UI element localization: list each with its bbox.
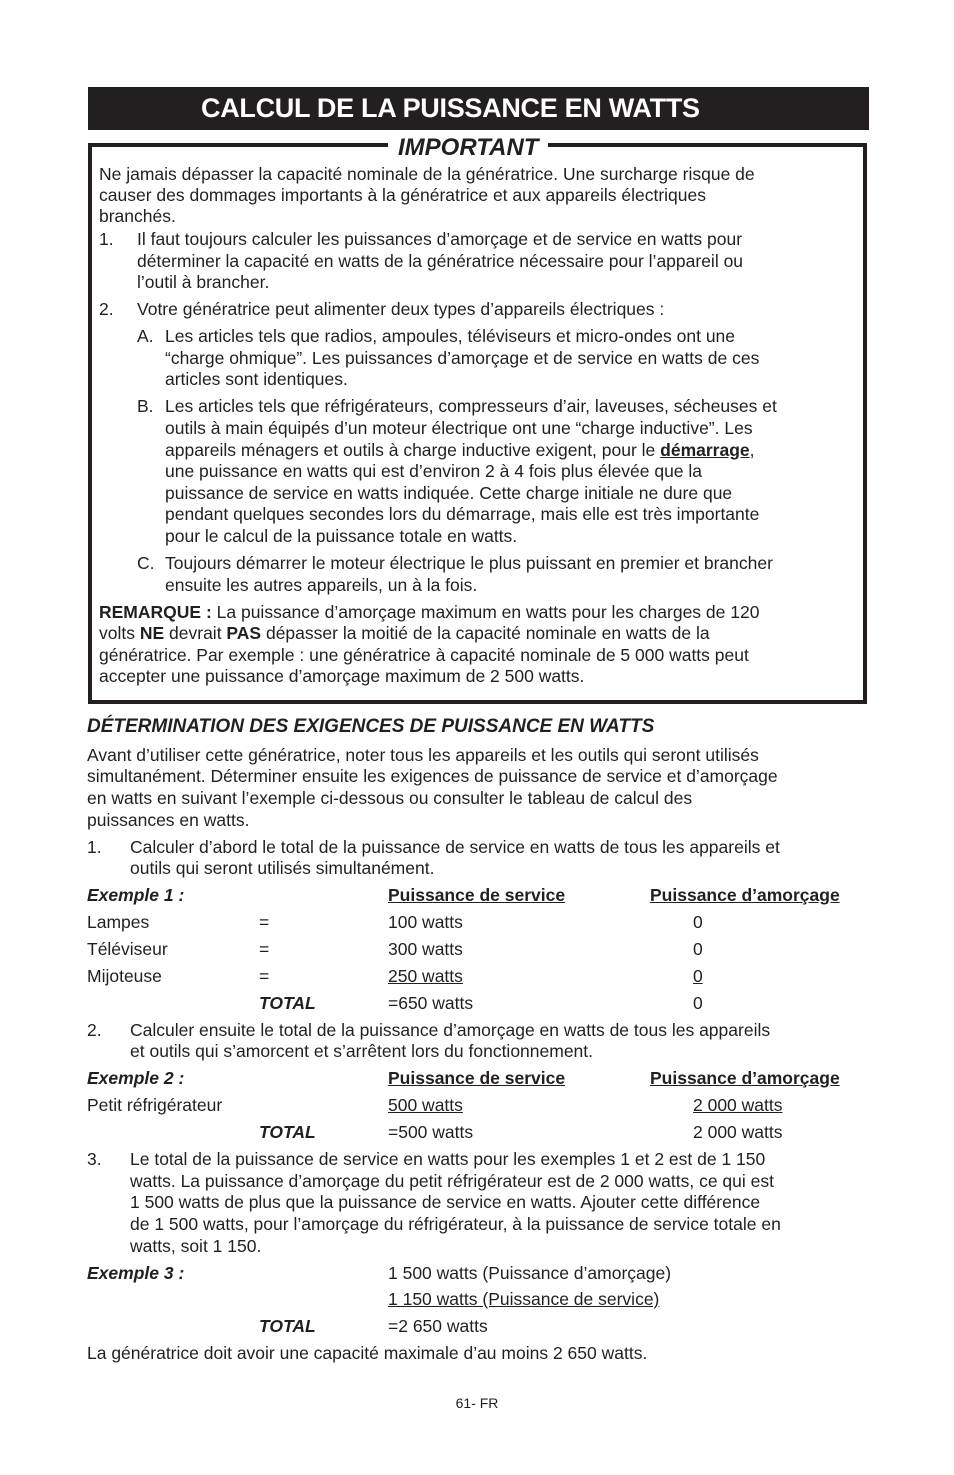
note-line: [99, 602, 759, 623]
ex1-service: 100 watts: [388, 912, 463, 932]
subB-line: pendant quelques secondes lors du démarrage, mais elle est très importante: [165, 504, 760, 524]
ex3-line: 1 500 watts (Puissance d’amorçage): [388, 1263, 672, 1283]
step3-line: watts, soit 1 150.: [130, 1236, 262, 1256]
example-label: Exemple 2 :: [87, 1068, 185, 1088]
ex2-total-service: =500 watts: [388, 1122, 474, 1142]
column-header-start: Puissance d’amorçage: [650, 1068, 840, 1088]
total-label: TOTAL: [259, 1316, 316, 1336]
example-label: Exemple 3 :: [87, 1263, 185, 1283]
subB-line: Les articles tels que réfrigérateurs, compresseurs d’air, laveuses, sécheuses et: [165, 396, 777, 416]
note-line: génératrice. Par exemple : une génératrice à capacité nominale de 5 000 watts peut: [99, 645, 749, 665]
step3-line: de 1 500 watts, pour l’amorçage du réfrigérateur, à la puissance de service totale en: [130, 1214, 781, 1234]
note-line: [99, 623, 710, 644]
section-intro-line: en watts en suivant l’exemple ci-dessous ou consulter le tableau de calcul des: [87, 788, 693, 808]
ex1-service: 300 watts: [388, 939, 463, 959]
important-intro-line: branchés.: [99, 206, 176, 226]
ex1-item: Lampes: [87, 912, 150, 932]
step3-line: watts. La puissance d’amorçage du petit réfrigérateur est de 2 000 watts, ce qui est: [130, 1171, 774, 1191]
page-title: CALCUL DE LA PUISSANCE EN WATTS: [88, 87, 869, 130]
conclusion: La génératrice doit avoir une capacité maximale d’au moins 2 650 watts.: [87, 1343, 648, 1363]
subB-line: outils à main équipés d’un moteur électrique ont une “charge inductive”. Les: [165, 418, 753, 438]
subB-line: [165, 440, 755, 461]
item1-line: l’outil à brancher.: [137, 272, 270, 292]
section-heading: DÉTERMINATION DES EXIGENCES DE PUISSANCE EN WATTS: [87, 716, 655, 737]
example-label: Exemple 1 :: [87, 885, 185, 905]
step-number: 2.: [87, 1020, 102, 1040]
ex1-equals: =: [259, 912, 270, 932]
ex2-total-start: 2 000 watts: [693, 1122, 783, 1142]
sub-letter: B.: [137, 396, 154, 416]
subC-line: ensuite les autres appareils, un à la fois.: [165, 575, 478, 595]
subA-line: Les articles tels que radios, ampoules, téléviseurs et micro-ondes ont une: [165, 326, 736, 346]
ex1-start: 0: [693, 966, 703, 986]
subB-line: puissance de service en watts indiquée. Cette charge initiale ne dure que: [165, 483, 733, 503]
ex1-start: 0: [693, 939, 703, 959]
item2-line: Votre génératrice peut alimenter deux types d’appareils électriques :: [137, 299, 665, 319]
step2-line: et outils qui s’amorcent et s’arrêtent lors du fonctionnement.: [130, 1041, 594, 1061]
demarrage-emphasis: démarrage: [660, 440, 750, 460]
total-label: TOTAL: [259, 993, 316, 1013]
ex2-item: Petit réfrigérateur: [87, 1095, 223, 1115]
ex3-line: 1 150 watts (Puissance de service): [388, 1289, 660, 1309]
note-text: devrait: [164, 623, 227, 643]
note-emphasis: NE: [139, 623, 165, 643]
sub-letter: A.: [137, 326, 154, 346]
subB-text: ,: [749, 440, 755, 460]
item-number: 2.: [99, 299, 114, 319]
subB-line: une puissance en watts qui est d’environ 2 à 4 fois plus élevée que la: [165, 461, 703, 481]
step3-line: 1 500 watts de plus que la puissance de service en watts. Ajouter cette différence: [130, 1192, 761, 1212]
item1-line: Il faut toujours calculer les puissances d’amorçage et de service en watts pour: [137, 229, 743, 249]
section-intro-line: Avant d’utiliser cette génératrice, noter tous les appareils et les outils qui seront utilisés: [87, 745, 759, 765]
ex1-total-start: 0: [693, 993, 703, 1013]
subB-line: pour le calcul de la puissance totale en watts.: [165, 526, 518, 546]
total-label: TOTAL: [259, 1122, 316, 1142]
note-text: dépasser la moitié de la capacité nominale en watts de la: [261, 623, 710, 643]
important-intro-line: Ne jamais dépasser la capacité nominale de la génératrice. Une surcharge risque de: [99, 164, 755, 184]
note-line: accepter une puissance d’amorçage maximum de 2 500 watts.: [99, 666, 585, 686]
ex2-start: 2 000 watts: [693, 1095, 783, 1115]
step1-line: Calculer d’abord le total de la puissance de service en watts de tous les appareils et: [130, 837, 780, 857]
subC-line: Toujours démarrer le moteur électrique le plus puissant en premier et brancher: [165, 553, 773, 573]
page-number: 61- FR: [455, 1395, 499, 1411]
step2-line: Calculer ensuite le total de la puissance d’amorçage en watts de tous les appareils: [130, 1020, 771, 1040]
note-label: REMARQUE :: [99, 602, 212, 622]
important-intro-line: causer des dommages importants à la génératrice et aux appareils électriques: [99, 185, 706, 205]
sub-letter: C.: [137, 553, 155, 573]
subB-text: appareils ménagers et outils à charge inductive exigent, pour le: [165, 440, 661, 460]
subA-line: “charge ohmique”. Les puissances d’amorçage et de service en watts de ces: [165, 348, 760, 368]
item1-line: déterminer la capacité en watts de la génératrice nécessaire pour l’appareil ou: [137, 251, 744, 271]
note-text: volts: [99, 623, 140, 643]
step3-line: Le total de la puissance de service en watts pour les exemples 1 et 2 est de 1 150: [130, 1149, 766, 1169]
ex1-equals: =: [259, 939, 270, 959]
section-intro-line: puissances en watts.: [87, 810, 250, 830]
section-intro-line: simultanément. Déterminer ensuite les exigences de puissance de service et d’amorçage: [87, 766, 778, 786]
note-emphasis: PAS: [226, 623, 262, 643]
ex1-item: Téléviseur: [87, 939, 168, 959]
step1-line: outils qui seront utilisés simultanément.: [130, 858, 435, 878]
column-header-service: Puissance de service: [388, 885, 566, 905]
ex3-total: =2 650 watts: [388, 1316, 488, 1336]
column-header-service: Puissance de service: [388, 1068, 566, 1088]
ex1-start: 0: [693, 912, 703, 932]
step-number: 1.: [87, 837, 102, 857]
subA-line: articles sont identiques.: [165, 369, 348, 389]
ex2-service: 500 watts: [388, 1095, 463, 1115]
ex1-equals: =: [259, 966, 270, 986]
item-number: 1.: [99, 229, 114, 249]
important-label: IMPORTANT: [388, 134, 548, 162]
ex1-service: 250 watts: [388, 966, 463, 986]
ex1-item: Mijoteuse: [87, 966, 162, 986]
step-number: 3.: [87, 1149, 102, 1169]
column-header-start: Puissance d’amorçage: [650, 885, 840, 905]
note-text: La puissance d’amorçage maximum en watts pour les charges de 120: [211, 602, 760, 622]
ex1-total-service: =650 watts: [388, 993, 474, 1013]
